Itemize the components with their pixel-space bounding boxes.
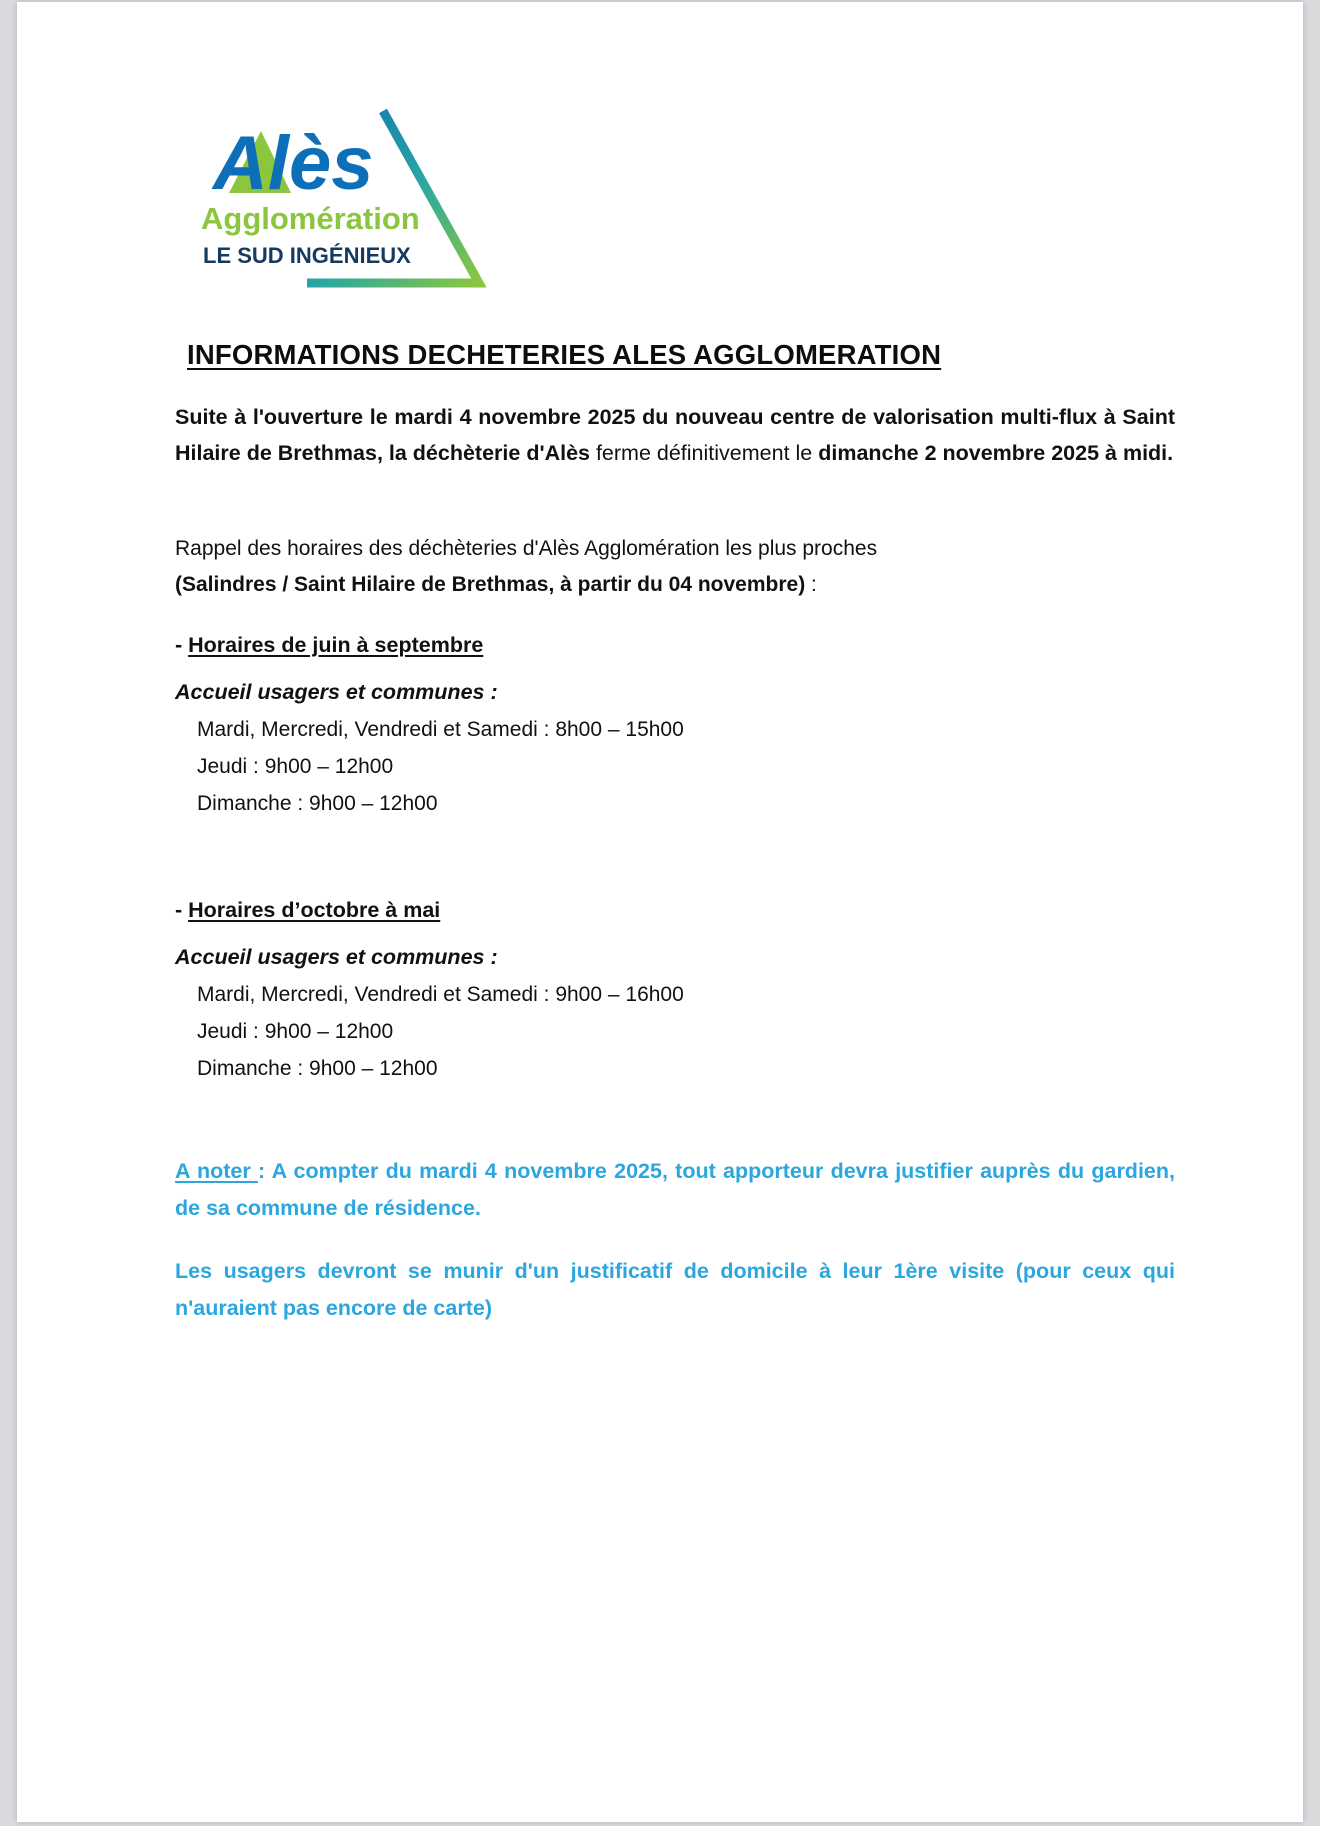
rappel-paragraph <box>175 531 1175 603</box>
intro-normal-part: ferme définitivement le <box>589 441 819 465</box>
intro-paragraph <box>175 399 1175 471</box>
season-dash-winter: - <box>175 898 189 922</box>
note-label-tail: : <box>257 1159 272 1183</box>
intro-period: . <box>1167 441 1174 465</box>
list-item: Mardi, Mercredi, Vendredi et Samedi : 8h00 – 15h00 <box>197 718 684 741</box>
list-item: Jeudi : 9h00 – 12h00 <box>197 1020 394 1043</box>
list-item: Dimanche : 9h00 – 12h00 <box>197 792 438 815</box>
season-dash-summer: - <box>175 633 189 657</box>
intro-bold-end: dimanche 2 novembre 2025 à midi <box>818 441 1168 465</box>
logo-icon <box>187 97 517 312</box>
rappel-line2-bold: (Salindres / Saint Hilaire de Brethmas, à partir du 04 novembre) <box>175 573 806 596</box>
season-title-winter: Horaires d’octobre à mai <box>188 898 441 922</box>
season-heading-summer <box>175 633 1175 658</box>
ales-agglomeration-logo <box>187 97 517 317</box>
list-item: Dimanche : 9h00 – 12h00 <box>197 1057 438 1080</box>
hours-list-summer <box>175 711 1175 822</box>
svg-text:LE SUD INGÉNIEUX: LE SUD INGÉNIEUX <box>203 243 411 268</box>
intro-bold-part: Suite à l'ouverture le mardi 4 novembre 2025 du nouveau centre de valorisation multi-flux à Saint Hilaire de Brethmas, la déchèterie d'Alès <box>175 405 1175 465</box>
rappel-line1: Rappel des horaires des déchèteries d'Alès Agglomération les plus proches <box>175 537 878 560</box>
list-item: Jeudi : 9h00 – 12h00 <box>197 755 394 778</box>
document-page <box>17 2 1303 1822</box>
season-title-summer: Horaires de juin à septembre <box>188 633 484 657</box>
hours-list-winter <box>175 976 1175 1087</box>
rappel-line2-tail: : <box>805 573 817 596</box>
svg-text:Agglomération: Agglomération <box>201 201 420 236</box>
section-spacer <box>175 822 1175 868</box>
note-label: A noter <box>175 1159 258 1183</box>
page-title: INFORMATIONS DECHETERIES ALES AGGLOMERATION <box>187 339 942 370</box>
note-paragraph <box>175 1153 1175 1227</box>
accueil-label-winter: Accueil usagers et communes : <box>175 945 498 969</box>
document-content <box>175 2 1175 1327</box>
note-text: A compter du mardi 4 novembre 2025, tout apporteur devra justifier auprès du gardien, de sa commune de résidence. <box>175 1159 1175 1220</box>
svg-text:Alès: Alès <box>213 121 374 206</box>
note-secondary-paragraph: Les usagers devront se munir d'un justificatif de domicile à leur 1ère visite (pour ceux qui n'auraient pas encore de carte) <box>175 1259 1175 1320</box>
accueil-label-summer: Accueil usagers et communes : <box>175 680 498 704</box>
season-heading-winter <box>175 898 1175 923</box>
list-item: Mardi, Mercredi, Vendredi et Samedi : 9h00 – 16h00 <box>197 983 684 1006</box>
